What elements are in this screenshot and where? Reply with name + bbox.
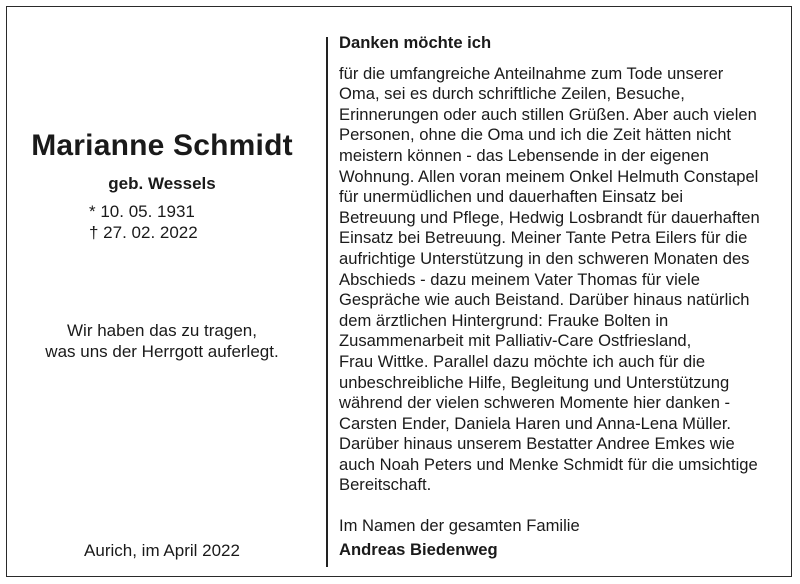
text-line: Einsatz bei Betreuung. Meiner Tante Petra Eilers für die — [339, 228, 748, 248]
text-line: Abschieds - dazu meinem Vater Thomas für viele — [339, 269, 700, 289]
text-line: Oma, sei es durch schriftliche Zeilen, Besuche, — [339, 84, 685, 104]
text-line: Zusammenarbeit mit Palliativ-Care Ostfriesland, — [339, 331, 692, 351]
text-line: auch Noah Peters und Menke Schmidt für die umsichtige — [339, 454, 758, 474]
text-line: Darüber hinaus unserem Bestatter Andree Emkes wie — [339, 434, 735, 454]
obituary-card — [6, 6, 792, 577]
quote-line: was uns der Herrgott auferlegt. — [45, 342, 279, 361]
deceased-name: Marianne Schmidt — [31, 129, 293, 162]
place-date: Aurich, im April 2022 — [84, 541, 240, 560]
text-line: Wohnung. Allen voran meinem Onkel Helmuth Constapel — [339, 166, 759, 186]
death-date: † 27. 02. 2022 — [89, 223, 198, 242]
text-line: Carsten Ender, Daniela Haren und Anna-Lena Müller. — [339, 413, 732, 433]
text-line: dem ärztlichen Hintergrund: Frauke Bolten in — [339, 310, 669, 330]
left-column — [7, 7, 329, 576]
thanks-section — [339, 33, 779, 496]
birth-date: * 10. 05. 1931 — [89, 202, 195, 221]
signature-intro: Im Namen der gesamten Familie — [339, 516, 580, 535]
text-line: während der vielen schweren Momente hier danken - — [339, 393, 731, 413]
birth-name: geb. Wessels — [108, 174, 216, 193]
life-dates — [89, 201, 198, 243]
text-line: Personen, ohne die Oma und ich die Zeit hätten nicht — [339, 125, 732, 145]
text-line: für die umfangreiche Anteilnahme zum Tode unserer — [339, 63, 724, 83]
text-line: Frau Wittke. Parallel dazu möchte ich auch für die — [339, 351, 706, 371]
signature-block — [339, 515, 580, 561]
text-line: unbeschreibliche Hilfe, Begleitung und Unterstützung — [339, 372, 730, 392]
text-line: aufrichtige Unterstützung in den schweren Monaten des — [339, 248, 750, 268]
text-line: für unermüdlichen und dauerhaften Einsatz bei — [339, 187, 684, 207]
memorial-quote — [7, 320, 317, 362]
column-divider — [326, 37, 328, 567]
text-line: Betreuung und Pflege, Hedwig Losbrandt für dauerhaften — [339, 207, 760, 227]
quote-line: Wir haben das zu tragen, — [67, 321, 257, 340]
signer-name: Andreas Biedenweg — [339, 540, 498, 559]
text-line: Bereitschaft. — [339, 475, 432, 495]
thanks-heading: Danken möchte ich — [339, 33, 492, 52]
text-line: meistern können - das Lebensende in der eigenen — [339, 145, 709, 165]
thanks-text — [339, 64, 779, 496]
text-line: Gespräche wie auch Beistand. Darüber hinaus natürlich — [339, 290, 750, 310]
text-line: Erinnerungen oder auch stillen Grüßen. Aber auch vielen — [339, 104, 757, 124]
